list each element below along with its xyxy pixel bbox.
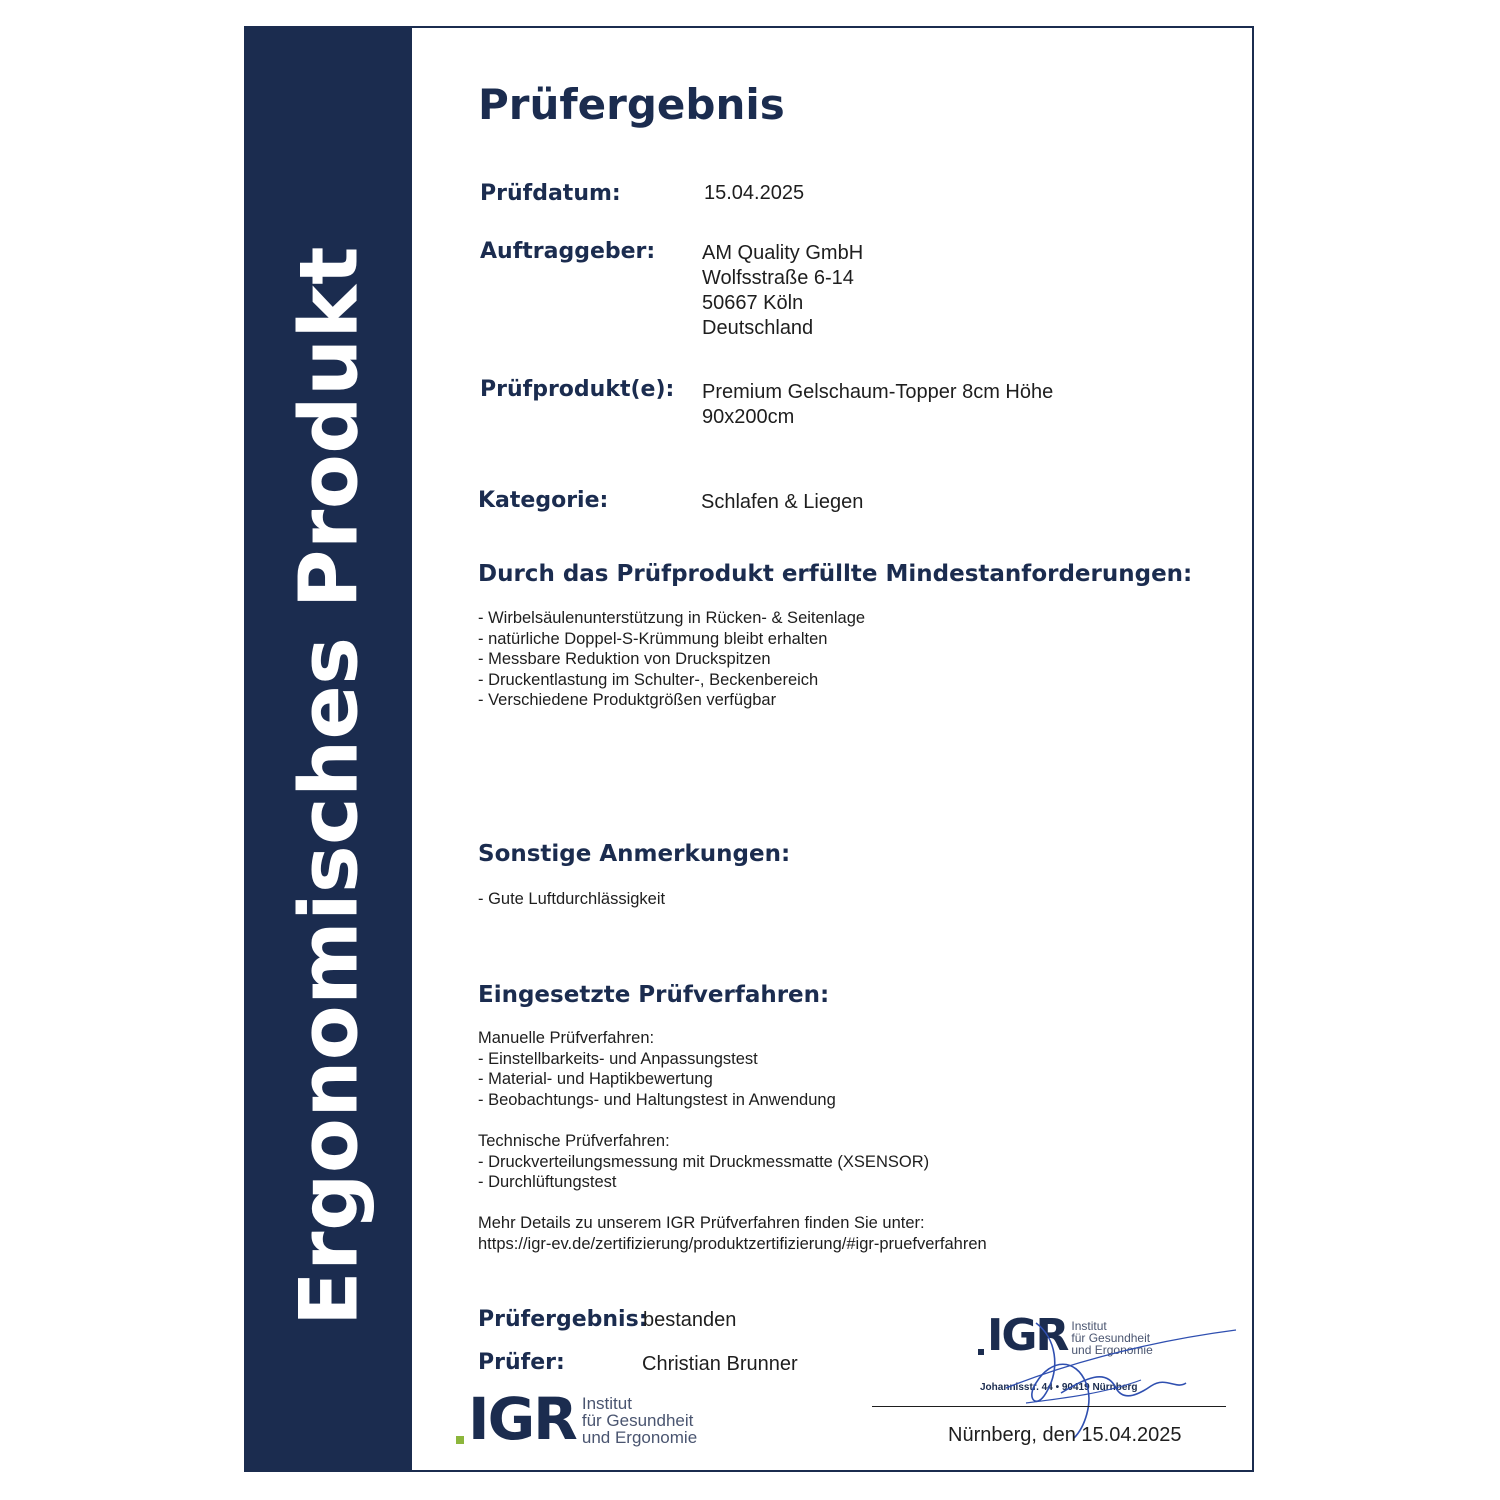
list-item: - Messbare Reduktion von Druckspitzen — [478, 650, 771, 669]
test-date-value: 15.04.2025 — [704, 182, 805, 204]
requirements-heading: Durch das Prüfprodukt erfüllte Mindestanforderungen: — [478, 561, 1193, 587]
client-line: AM Quality GmbH — [702, 242, 864, 264]
client-line: 50667 Köln — [702, 292, 804, 314]
side-band — [246, 28, 412, 1470]
place-date: Nürnberg, den 15.04.2025 — [948, 1424, 1182, 1446]
result-label: Prüfergebnis: — [478, 1307, 648, 1332]
page-title: Prüfergebnis — [478, 80, 785, 129]
client-address — [702, 241, 863, 341]
more-info-text: Mehr Details zu unserem IGR Prüfverfahren finden Sie unter: — [478, 1214, 925, 1233]
list-item: - Druckverteilungsmessung mit Druckmessmatte (XSENSOR) — [478, 1152, 930, 1171]
list-item: - Gute Luftdurchlässigkeit — [478, 890, 666, 908]
igr-logo-mark: IGR — [456, 1390, 576, 1448]
list-item: - Durchlüftungstest — [478, 1173, 617, 1192]
tester-label: Prüfer: — [478, 1350, 565, 1375]
list-item: - Druckentlastung im Schulter-, Beckenbereich — [478, 670, 819, 689]
tester-value: Christian Brunner — [642, 1353, 798, 1375]
client-line: Deutschland — [702, 317, 814, 339]
igr-logo-text: Institut für Gesundheit und Ergonomie — [581, 1394, 698, 1447]
methods-list — [478, 1028, 987, 1255]
methods-heading: Eingesetzte Prüfverfahren: — [478, 982, 830, 1008]
client-label: Auftraggeber: — [480, 239, 656, 264]
igr-stamp-text: Institut für Gesundheit und Ergonomie — [1071, 1319, 1153, 1357]
technical-methods-title: Technische Prüfverfahren: — [478, 1131, 670, 1150]
product-line: Premium Gelschaum-Topper 8cm Höhe — [702, 381, 1054, 403]
category-label: Kategorie: — [478, 488, 609, 513]
product-label: Prüfprodukt(e): — [480, 377, 675, 402]
list-item: - Beobachtungs- und Haltungstest in Anwendung — [478, 1090, 836, 1109]
side-band-title: Ergonomisches Produkt — [282, 246, 376, 1326]
stamp-address: Johannisstr. 44 • 90419 Nürnberg — [980, 1382, 1138, 1393]
list-item: - Verschiedene Produktgrößen verfügbar — [478, 691, 777, 710]
category-value: Schlafen & Liegen — [701, 491, 864, 513]
methods-url-link[interactable]: https://igr-ev.de/zertifizierung/produktzertifizierung/#igr-pruefverfahren — [478, 1234, 987, 1253]
signature-line — [872, 1406, 1226, 1407]
certificate-page — [244, 26, 1254, 1472]
logo-dot-icon — [456, 1436, 464, 1444]
result-value: bestanden — [643, 1309, 737, 1331]
remarks-heading: Sonstige Anmerkungen: — [478, 841, 791, 867]
list-item: - Material- und Haptikbewertung — [478, 1070, 713, 1089]
igr-logo — [456, 1385, 698, 1453]
list-item: - Wirbelsäulenunterstützung in Rücken- & Seitenlage — [478, 609, 866, 627]
client-line: Wolfsstraße 6-14 — [702, 267, 854, 289]
list-item: - natürliche Doppel-S-Krümmung bleibt erhalten — [478, 629, 828, 648]
test-date-label: Prüfdatum: — [480, 181, 621, 206]
remarks-list — [478, 889, 665, 910]
requirements-list — [478, 608, 865, 711]
manual-methods-title: Manuelle Prüfverfahren: — [478, 1029, 655, 1047]
list-item: - Einstellbarkeits- und Anpassungstest — [478, 1049, 758, 1068]
product-value — [702, 380, 1053, 430]
igr-stamp-mark: IGR — [978, 1314, 1067, 1358]
product-line: 90x200cm — [702, 406, 795, 428]
